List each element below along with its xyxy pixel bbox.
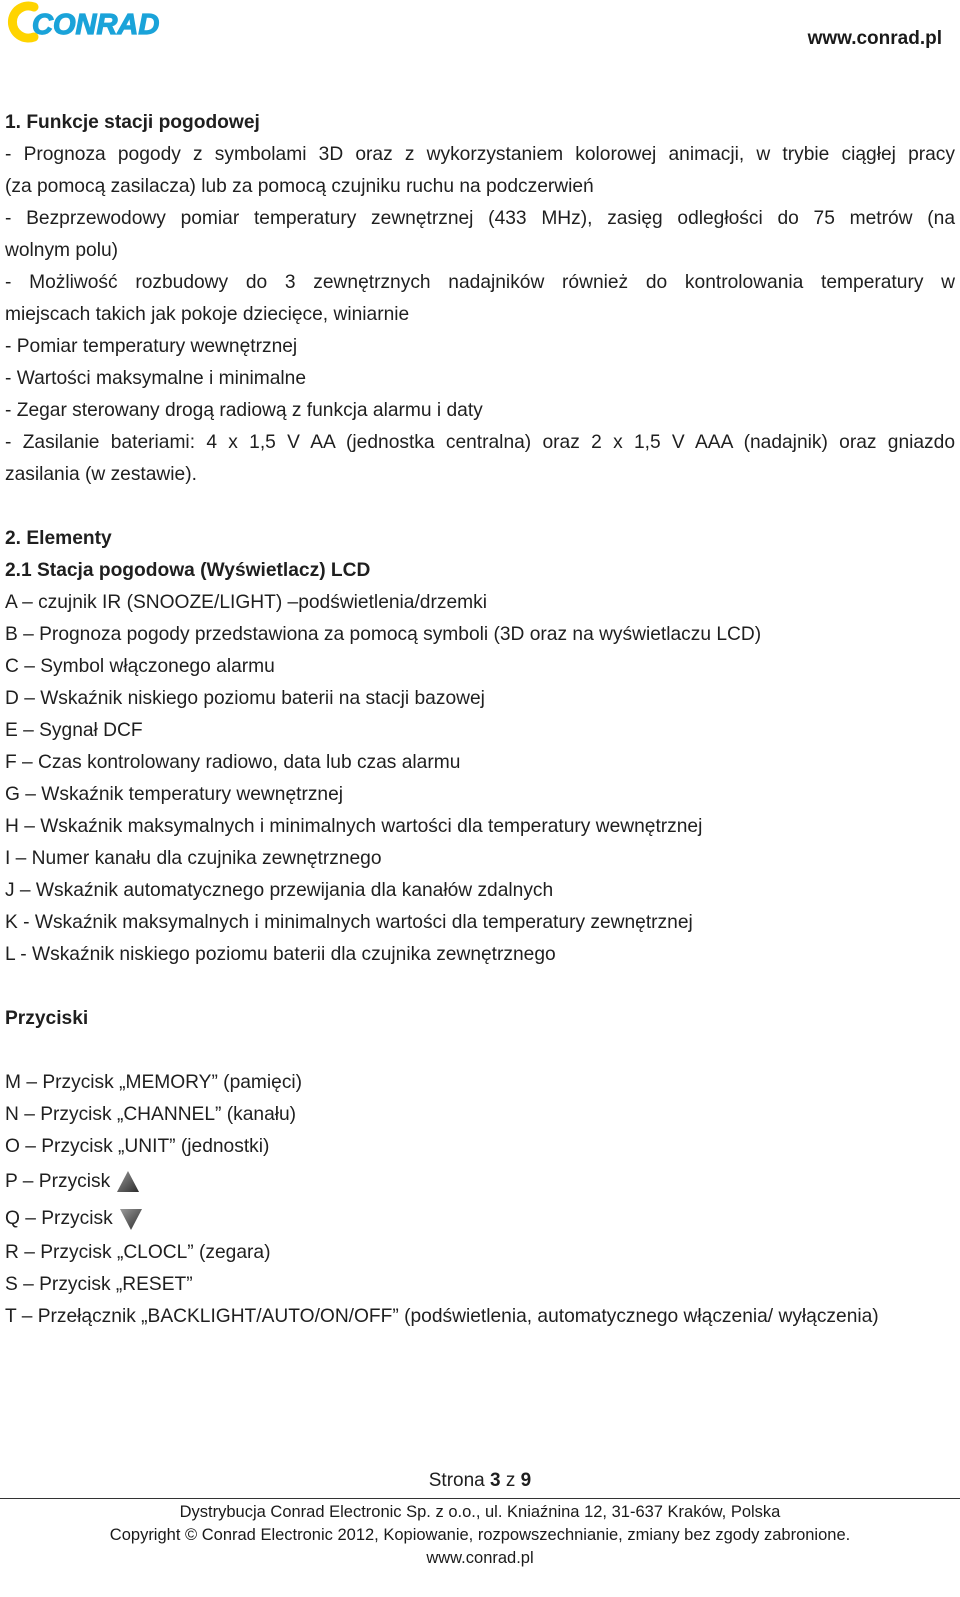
- button-item-m: M – Przycisk „MEMORY” (pamięci): [5, 1072, 303, 1093]
- feature-line: - Prognoza pogody z symbolami 3D oraz z wykorzystaniem kolorowej animacji, w trybie ciągłej pracy: [5, 144, 955, 165]
- button-item-q: [5, 1200, 955, 1237]
- button-item-p-label: P – Przycisk: [5, 1170, 111, 1192]
- footer-site-url[interactable]: www.conrad.pl: [426, 1549, 534, 1567]
- feature-line: miejscach takich jak pokoje dziecięce, winiarnie: [5, 304, 410, 325]
- section-2-title: 2. Elementy: [5, 528, 112, 549]
- page-number: Strona 3 z 9: [428, 1470, 532, 1491]
- buttons-title: Przyciski: [5, 1008, 89, 1029]
- element-item-a: A – czujnik IR (SNOOZE/LIGHT) –podświetlenia/drzemki: [5, 592, 487, 613]
- triangle-down-icon: [119, 1207, 143, 1231]
- element-item-j: J – Wskaźnik automatycznego przewijania dla kanałów zdalnych: [5, 880, 554, 901]
- feature-line: - Wartości maksymalne i minimalne: [5, 368, 307, 389]
- header-site-url[interactable]: www.conrad.pl: [807, 28, 942, 49]
- element-item-h: H – Wskaźnik maksymalnych i minimalnych wartości dla temperatury wewnętrznej: [5, 816, 703, 837]
- document-body: [5, 107, 955, 1333]
- element-item-e: E – Sygnał DCF: [5, 720, 143, 741]
- section-2-1-subtitle: 2.1 Stacja pogodowa (Wyświetlacz) LCD: [5, 560, 371, 581]
- button-item-o: O – Przycisk „UNIT” (jednostki): [5, 1136, 270, 1157]
- element-item-c: C – Symbol włączonego alarmu: [5, 656, 275, 677]
- triangle-up-icon: [116, 1170, 140, 1194]
- button-item-n: N – Przycisk „CHANNEL” (kanału): [5, 1104, 297, 1125]
- element-item-b: B – Prognoza pogody przedstawiona za pomocą symboli (3D oraz na wyświetlaczu LCD): [5, 624, 762, 645]
- element-item-f: F – Czas kontrolowany radiowo, data lub czas alarmu: [5, 752, 461, 773]
- element-item-i: I – Numer kanału dla czujnika zewnętrznego: [5, 848, 382, 869]
- element-item-d: D – Wskaźnik niskiego poziomu baterii na stacji bazowej: [5, 688, 485, 709]
- feature-line: - Zegar sterowany drogą radiową z funkcja alarmu i daty: [5, 400, 483, 421]
- feature-line: - Możliwość rozbudowy do 3 zewnętrznych nadajników również do kontrolowania temperatury w: [5, 272, 955, 293]
- footer-divider: [0, 1498, 960, 1499]
- element-item-g: G – Wskaźnik temperatury wewnętrznej: [5, 784, 344, 805]
- button-item-q-label: Q – Przycisk: [5, 1207, 113, 1229]
- button-item-r: R – Przycisk „CLOCL” (zegara): [5, 1242, 271, 1263]
- svg-text:CONRAD: CONRAD: [32, 9, 160, 41]
- feature-line: zasilania (w zestawie).: [5, 464, 197, 485]
- feature-line: (za pomocą zasilacza) lub za pomocą czujniku ruchu na podczerwień: [5, 176, 594, 197]
- button-item-t: T – Przełącznik „BACKLIGHT/AUTO/ON/OFF” (podświetlenia, automatycznego włączenia/ wyłączenia): [5, 1306, 879, 1327]
- feature-line: - Bezprzewodowy pomiar temperatury zewnętrznej (433 MHz), zasięg odległości do 75 metrów (na: [5, 208, 955, 229]
- button-item-p: [5, 1163, 955, 1200]
- element-item-k: K - Wskaźnik maksymalnych i minimalnych wartości dla temperatury zewnętrznej: [5, 912, 693, 933]
- conrad-logo: [6, 0, 162, 44]
- section-1-title: 1. Funkcje stacji pogodowej: [5, 112, 260, 133]
- element-item-l: L - Wskaźnik niskiego poziomu baterii dla czujnika zewnętrznego: [5, 944, 556, 965]
- button-item-s: S – Przycisk „RESET”: [5, 1274, 193, 1295]
- footer-distribution: Dystrybucja Conrad Electronic Sp. z o.o., ul. Kniaźnina 12, 31-637 Kraków, Polska: [179, 1503, 781, 1521]
- feature-line: - Zasilanie bateriami: 4 x 1,5 V AA (jednostka centralna) oraz 2 x 1,5 V AAA (nadajnik) oraz gniazdo: [5, 432, 955, 453]
- footer-copyright: Copyright © Conrad Electronic 2012, Kopiowanie, rozpowszechnianie, zmiany bez zgody zabronione.: [109, 1526, 851, 1544]
- feature-line: - Pomiar temperatury wewnętrznej: [5, 336, 298, 357]
- feature-line: wolnym polu): [5, 240, 119, 261]
- footer: [0, 1501, 960, 1570]
